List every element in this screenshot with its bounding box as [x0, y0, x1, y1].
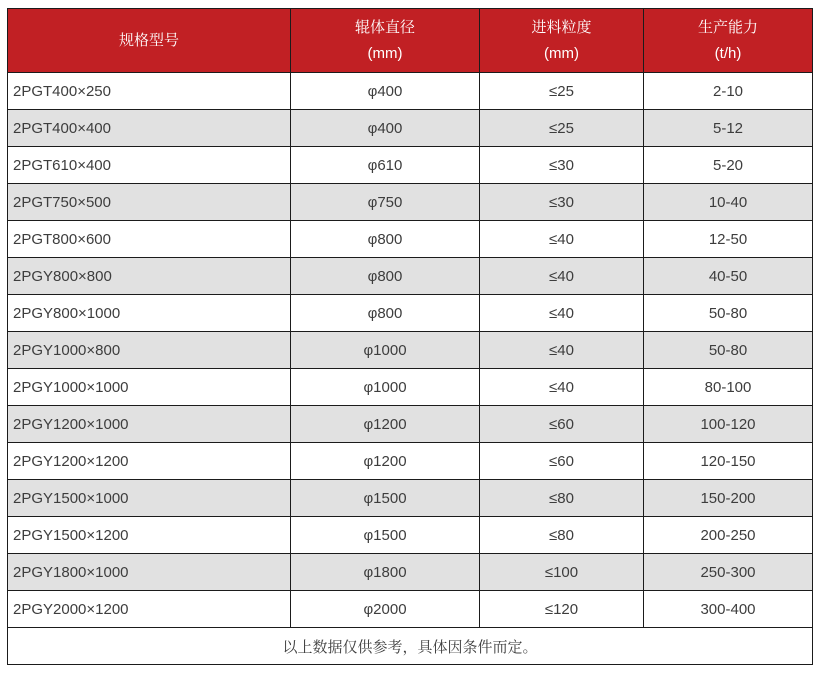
value-cell: ≤30 [480, 147, 644, 184]
spec-table-container [7, 8, 812, 665]
model-cell: 2PGY1500×1000 [8, 480, 291, 517]
header-unit: (mm) [367, 44, 403, 62]
value-cell: ≤80 [480, 517, 644, 554]
table-row [8, 258, 813, 295]
value-cell: φ400 [291, 73, 480, 110]
header-feed-size [480, 9, 644, 73]
table-row [8, 369, 813, 406]
value-cell: ≤40 [480, 332, 644, 369]
table-row [8, 591, 813, 628]
value-cell: 250-300 [644, 554, 813, 591]
value-cell: 50-80 [644, 332, 813, 369]
value-cell: ≤30 [480, 184, 644, 221]
header-row [8, 9, 813, 73]
value-cell: 100-120 [644, 406, 813, 443]
model-cell: 2PGT400×400 [8, 110, 291, 147]
value-cell: 5-20 [644, 147, 813, 184]
model-cell: 2PGT800×600 [8, 221, 291, 258]
table-row [8, 221, 813, 258]
table-row [8, 517, 813, 554]
table-row [8, 110, 813, 147]
value-cell: ≤80 [480, 480, 644, 517]
table-body [8, 73, 813, 628]
value-cell: 80-100 [644, 369, 813, 406]
value-cell: ≤120 [480, 591, 644, 628]
value-cell: ≤40 [480, 295, 644, 332]
value-cell: φ1000 [291, 369, 480, 406]
value-cell: φ1000 [291, 332, 480, 369]
value-cell: φ1500 [291, 517, 480, 554]
value-cell: ≤40 [480, 221, 644, 258]
spec-table [7, 8, 813, 665]
model-cell: 2PGY800×1000 [8, 295, 291, 332]
value-cell: φ1800 [291, 554, 480, 591]
table-row [8, 184, 813, 221]
table-header [8, 9, 813, 73]
model-cell: 2PGY1500×1200 [8, 517, 291, 554]
table-footnote: 以上数据仅供参考，具体因条件而定。 [8, 628, 813, 665]
footnote-row [8, 628, 813, 665]
value-cell: φ400 [291, 110, 480, 147]
value-cell: φ800 [291, 258, 480, 295]
value-cell: φ750 [291, 184, 480, 221]
value-cell: 150-200 [644, 480, 813, 517]
value-cell: 300-400 [644, 591, 813, 628]
model-cell: 2PGT750×500 [8, 184, 291, 221]
model-cell: 2PGY1000×1000 [8, 369, 291, 406]
table-foot [8, 628, 813, 665]
value-cell: 40-50 [644, 258, 813, 295]
value-cell: ≤40 [480, 258, 644, 295]
header-label: 辊体直径 [354, 18, 415, 36]
value-cell: 120-150 [644, 443, 813, 480]
header-roller-diameter [291, 9, 480, 73]
header-unit: (mm) [544, 44, 579, 62]
value-cell: 5-12 [644, 110, 813, 147]
header-capacity [644, 9, 813, 73]
table-row [8, 73, 813, 110]
model-cell: 2PGY1200×1200 [8, 443, 291, 480]
model-cell: 2PGY1800×1000 [8, 554, 291, 591]
model-cell: 2PGT400×250 [8, 73, 291, 110]
table-row [8, 443, 813, 480]
value-cell: 2-10 [644, 73, 813, 110]
header-model [8, 9, 291, 73]
header-unit: (t/h) [714, 44, 742, 62]
table-row [8, 406, 813, 443]
value-cell: ≤40 [480, 369, 644, 406]
header-label: 规格型号 [118, 31, 179, 49]
header-label: 生产能力 [697, 18, 758, 36]
value-cell: ≤100 [480, 554, 644, 591]
value-cell: 200-250 [644, 517, 813, 554]
table-row [8, 554, 813, 591]
model-cell: 2PGY1200×1000 [8, 406, 291, 443]
value-cell: φ800 [291, 221, 480, 258]
model-cell: 2PGY1000×800 [8, 332, 291, 369]
value-cell: φ610 [291, 147, 480, 184]
value-cell: ≤60 [480, 443, 644, 480]
value-cell: ≤25 [480, 110, 644, 147]
table-row [8, 480, 813, 517]
table-row [8, 332, 813, 369]
model-cell: 2PGY2000×1200 [8, 591, 291, 628]
value-cell: φ800 [291, 295, 480, 332]
header-label: 进料粒度 [531, 18, 592, 36]
model-cell: 2PGT610×400 [8, 147, 291, 184]
value-cell: 50-80 [644, 295, 813, 332]
value-cell: 12-50 [644, 221, 813, 258]
model-cell: 2PGY800×800 [8, 258, 291, 295]
value-cell: φ1200 [291, 443, 480, 480]
value-cell: φ1500 [291, 480, 480, 517]
table-row [8, 147, 813, 184]
value-cell: 10-40 [644, 184, 813, 221]
value-cell: ≤60 [480, 406, 644, 443]
value-cell: ≤25 [480, 73, 644, 110]
value-cell: φ2000 [291, 591, 480, 628]
table-row [8, 295, 813, 332]
value-cell: φ1200 [291, 406, 480, 443]
